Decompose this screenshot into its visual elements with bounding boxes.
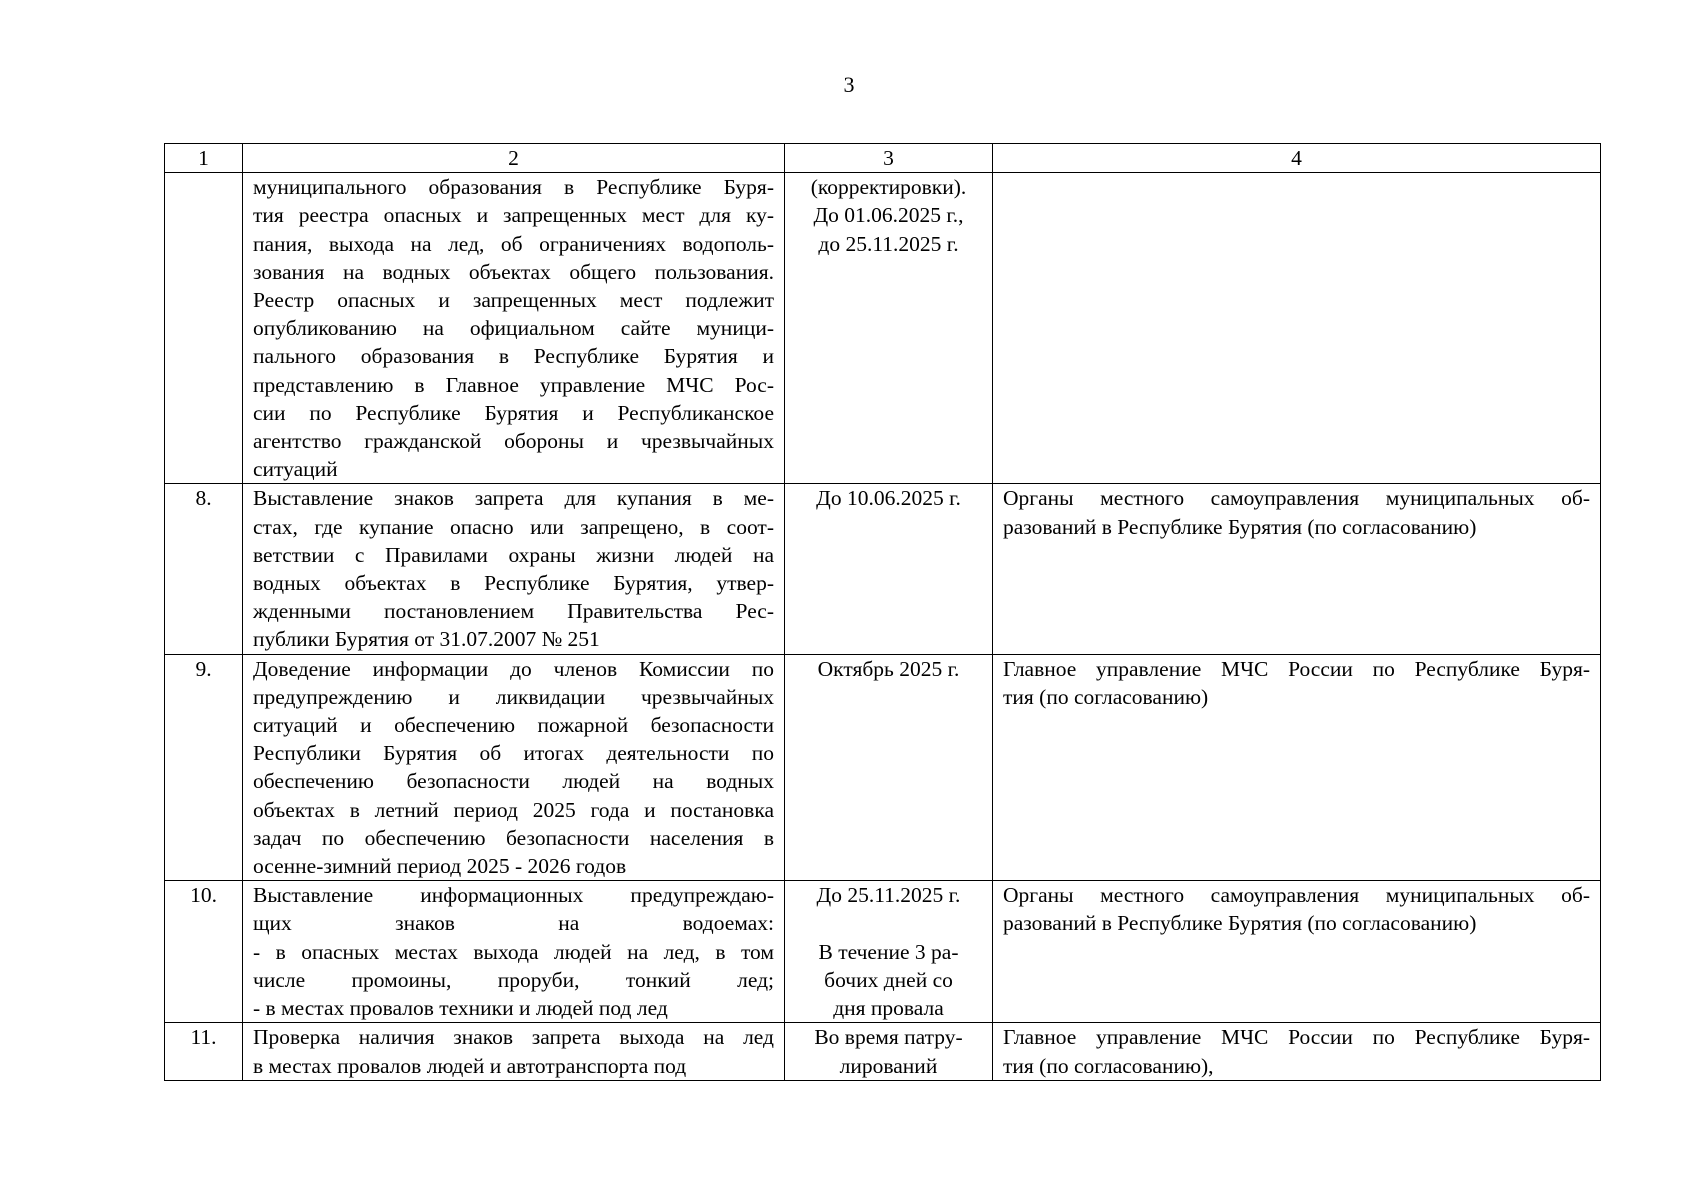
row-deadline-line: бочих дней со: [824, 967, 953, 992]
row-action-line: сии по Республике Бурятия и Республиканское: [253, 400, 774, 425]
row-action-line: Реестр опасных и запрещенных мест подлежит: [253, 288, 774, 313]
row-action-line: Доведение информации до членов Комиссии по: [253, 656, 774, 681]
row-deadline-line: Во время патру-: [814, 1025, 963, 1050]
table-row: [165, 881, 1601, 1023]
row-responsible: [993, 1023, 1601, 1080]
row-action-line: пания, выхода на лед, об ограничениях водополь-: [253, 231, 774, 256]
row-deadline-line: До 25.11.2025 г.: [816, 883, 961, 908]
row-action-line: агентство гражданской обороны и чрезвычайных: [253, 429, 774, 454]
row-action-line: опубликованию на официальном сайте муници-: [253, 316, 774, 341]
table-row: [165, 1023, 1601, 1080]
row-responsible-line: разований в Республике Бурятия (по согласованию): [1003, 911, 1477, 936]
row-deadline: [785, 484, 993, 654]
measures-table: [164, 143, 1601, 1081]
row-action-line: Выставление информационных предупреждаю-: [253, 883, 774, 908]
row-action-line: пального образования в Республике Бурятия и: [253, 344, 774, 369]
row-action-line: числе промоины, проруби, тонкий лед;: [253, 967, 774, 992]
header-col-3: 3: [785, 144, 993, 173]
row-responsible-line: тия (по согласованию),: [1003, 1053, 1214, 1078]
table-row: [165, 654, 1601, 881]
row-responsible-line: Главное управление МЧС России по Республике Буря-: [1003, 1025, 1590, 1050]
table-row: [165, 484, 1601, 654]
header-col-4: 4: [993, 144, 1601, 173]
row-action-line: стах, где купание опасно или запрещено, в соот-: [253, 514, 774, 539]
row-action-line: тия реестра опасных и запрещенных мест для ку-: [253, 203, 774, 228]
row-action-line: предупреждению и ликвидации чрезвычайных: [253, 684, 774, 709]
row-responsible: [993, 484, 1601, 654]
row-action-line: представлению в Главное управление МЧС Рос-: [253, 372, 774, 397]
table-body: [165, 144, 1601, 1081]
row-action-line: ситуаций и обеспечению пожарной безопасности: [253, 713, 774, 738]
row-responsible: [993, 881, 1601, 1023]
row-deadline-line: до 25.11.2025 г.: [818, 231, 959, 256]
row-deadline-line: До 10.06.2025 г.: [816, 486, 961, 511]
row-action: [243, 173, 785, 484]
row-deadline: [785, 1023, 993, 1080]
row-action-line: Республики Бурятия об итогах деятельности по: [253, 741, 774, 766]
row-action-line: муниципального образования в Республике Буря-: [253, 175, 774, 200]
row-deadline-line: До 01.06.2025 г.,: [813, 203, 964, 228]
row-deadline-line: дня провала: [833, 996, 944, 1021]
row-deadline-line: лирований: [839, 1053, 938, 1078]
row-number: [165, 173, 243, 484]
row-deadline-line: В течение 3 ра-: [818, 939, 959, 964]
row-action: [243, 484, 785, 654]
row-action-line: щих знаков на водоемах:: [253, 911, 774, 936]
row-deadline-line: (корректировки).: [810, 175, 967, 200]
row-action-line: водных объектах в Республике Бурятия, утвер-: [253, 571, 774, 596]
row-number: 9.: [165, 654, 243, 881]
row-responsible-line: Главное управление МЧС России по Республике Буря-: [1003, 656, 1590, 681]
row-action-line: ветствии с Правилами охраны жизни людей на: [253, 542, 774, 567]
row-action-line: объектах в летний период 2025 года и постановка: [253, 797, 774, 822]
row-action-line: жденными постановлением Правительства Рес-: [253, 599, 774, 624]
row-number: 11.: [165, 1023, 243, 1080]
row-action: [243, 881, 785, 1023]
row-action-line: задач по обеспечению безопасности населения в: [253, 825, 774, 850]
row-responsible: [993, 173, 1601, 484]
header-col-1: 1: [165, 144, 243, 173]
row-action-line: Проверка наличия знаков запрета выхода на лед: [253, 1025, 774, 1050]
row-action-line: в местах провалов людей и автотранспорта под: [253, 1053, 687, 1078]
row-action: [243, 654, 785, 881]
header-col-2: 2: [243, 144, 785, 173]
row-action-line: осенне-зимний период 2025 - 2026 годов: [253, 854, 627, 879]
header-row: [165, 144, 1601, 173]
row-number: 10.: [165, 881, 243, 1023]
row-action-line: публики Бурятия от 31.07.2007 № 251: [253, 627, 600, 652]
row-deadline: [785, 881, 993, 1023]
row-action-line: обеспечению безопасности людей на водных: [253, 769, 774, 794]
row-action: [243, 1023, 785, 1080]
row-responsible-line: тия (по согласованию): [1003, 684, 1209, 709]
row-action-line: ситуаций: [253, 457, 338, 482]
row-number: 8.: [165, 484, 243, 654]
row-deadline-line: [795, 909, 982, 937]
row-responsible-line: Органы местного самоуправления муниципальных об-: [1003, 883, 1590, 908]
row-deadline-line: Октябрь 2025 г.: [817, 656, 960, 681]
row-responsible-line: разований в Республике Бурятия (по согласованию): [1003, 514, 1477, 539]
row-responsible: [993, 654, 1601, 881]
row-deadline: [785, 173, 993, 484]
row-responsible-line: Органы местного самоуправления муниципальных об-: [1003, 486, 1590, 511]
page-number: 3: [843, 72, 855, 97]
row-action-line: зования на водных объектах общего пользования.: [253, 259, 774, 284]
row-deadline: [785, 654, 993, 881]
row-action-line: - в опасных местах выхода людей на лед, в том: [253, 939, 774, 964]
row-action-line: - в местах провалов техники и людей под лед: [253, 996, 668, 1021]
row-action-line: Выставление знаков запрета для купания в ме-: [253, 486, 774, 511]
table-row: [165, 173, 1601, 484]
